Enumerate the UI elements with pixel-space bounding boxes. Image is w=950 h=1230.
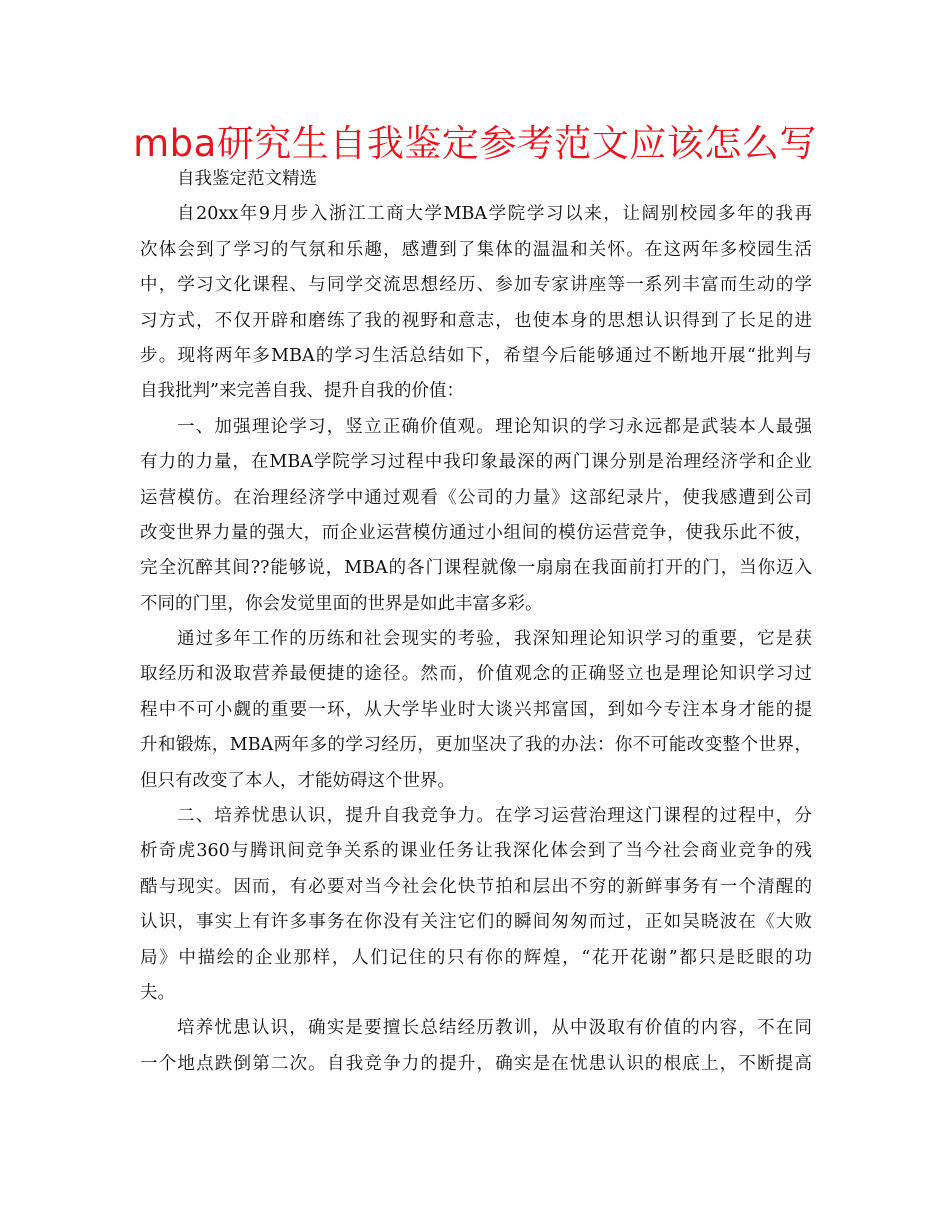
body-line: 不同的门里，你会发觉里面的世界是如此丰富多彩。 (140, 593, 543, 614)
body-line: 局》中描绘的企业那样，人们记住的只有你的辉煌，“花开花谢”都只是眨眼的功 (140, 947, 812, 968)
body-line: 中，学习文化课程、与同学交流思想经历、参加专家讲座等一系列丰富而生动的学 (140, 275, 812, 296)
body-line: 一、加强理论学习，竖立正确价值观。理论知识的学习永远都是武装本人最强 (177, 416, 812, 437)
body-line: 运营模仿。在治理经济学中通过观看《公司的力量》这部纪录片，使我感遭到公司 (140, 487, 812, 508)
body-line: 程中不可小觑的重要一环，从大学毕业时大谈兴邦富国，到如今专注本身才能的提 (140, 699, 812, 720)
body-line: 升和锻炼，MBA两年多的学习经历，更加坚决了我的办法：你不可能改变整个世界， (140, 735, 812, 756)
body-line: 一个地点跌倒第二次。自我竞争力的提升，确实是在忧患认识的根底上，不断提高 (140, 1053, 812, 1074)
subtitle-line: 自我鉴定范文精选 (177, 169, 317, 189)
body-line: 但只有改变了本人，才能妨碍这个世界。 (140, 770, 455, 791)
body-line: 步。现将两年多MBA的学习生活总结如下，希望今后能够通过不断地开展“批判与 (140, 345, 812, 366)
body-line: 自20xx年9月步入浙江工商大学MBA学院学习以来，让阔别校园多年的我再 (177, 204, 812, 225)
body-line: 改变世界力量的强大，而企业运营模仿通过小组间的模仿运营竞争，使我乐此不彼， (140, 522, 812, 543)
document-body (140, 162, 812, 1082)
body-line: 完全沉醉其间??能够说，MBA的各门课程就像一扇扇在我面前打开的门，当你迈入 (140, 558, 812, 579)
body-line: 酷与现实。因而，有必要对当今社会化快节拍和层出不穷的新鲜事务有一个清醒的 (140, 876, 812, 897)
body-line: 二、培养忧患认识，提升自我竞争力。在学习运营治理这门课程的过程中，分 (177, 806, 812, 827)
body-line: 认识，事实上有许多事务在你没有关注它们的瞬间匆匆而过，正如吴晓波在《大败 (140, 912, 812, 933)
body-line: 析奇虎360与腾讯间竞争关系的课业任务让我深化体会到了当今社会商业竞争的残 (140, 841, 812, 862)
body-line: 取经历和汲取营养最便捷的途径。然而，价值观念的正确竖立也是理论知识学习过 (140, 664, 812, 685)
body-line: 习方式，不仅开辟和磨练了我的视野和意志，也使本身的思想认识得到了长足的进 (140, 310, 812, 331)
body-line: 有力的力量，在MBA学院学习过程中我印象最深的两门课分别是治理经济学和企业 (140, 452, 812, 473)
body-line: 通过多年工作的历练和社会现实的考验，我深知理论知识学习的重要，它是获 (177, 629, 812, 650)
body-line: 培养忧患认识，确实是要擅长总结经历教训，从中汲取有价值的内容，不在同 (177, 1018, 812, 1039)
document-title: mba研究生自我鉴定参考范文应该怎么写 (133, 122, 817, 165)
body-line: 自我批判”来完善自我、提升自我的价值： (140, 381, 464, 402)
body-line: 次体会到了学习的气氛和乐趣，感遭到了集体的温温和关怀。在这两年多校园生活 (140, 239, 812, 260)
body-line: 夫。 (140, 982, 175, 1003)
